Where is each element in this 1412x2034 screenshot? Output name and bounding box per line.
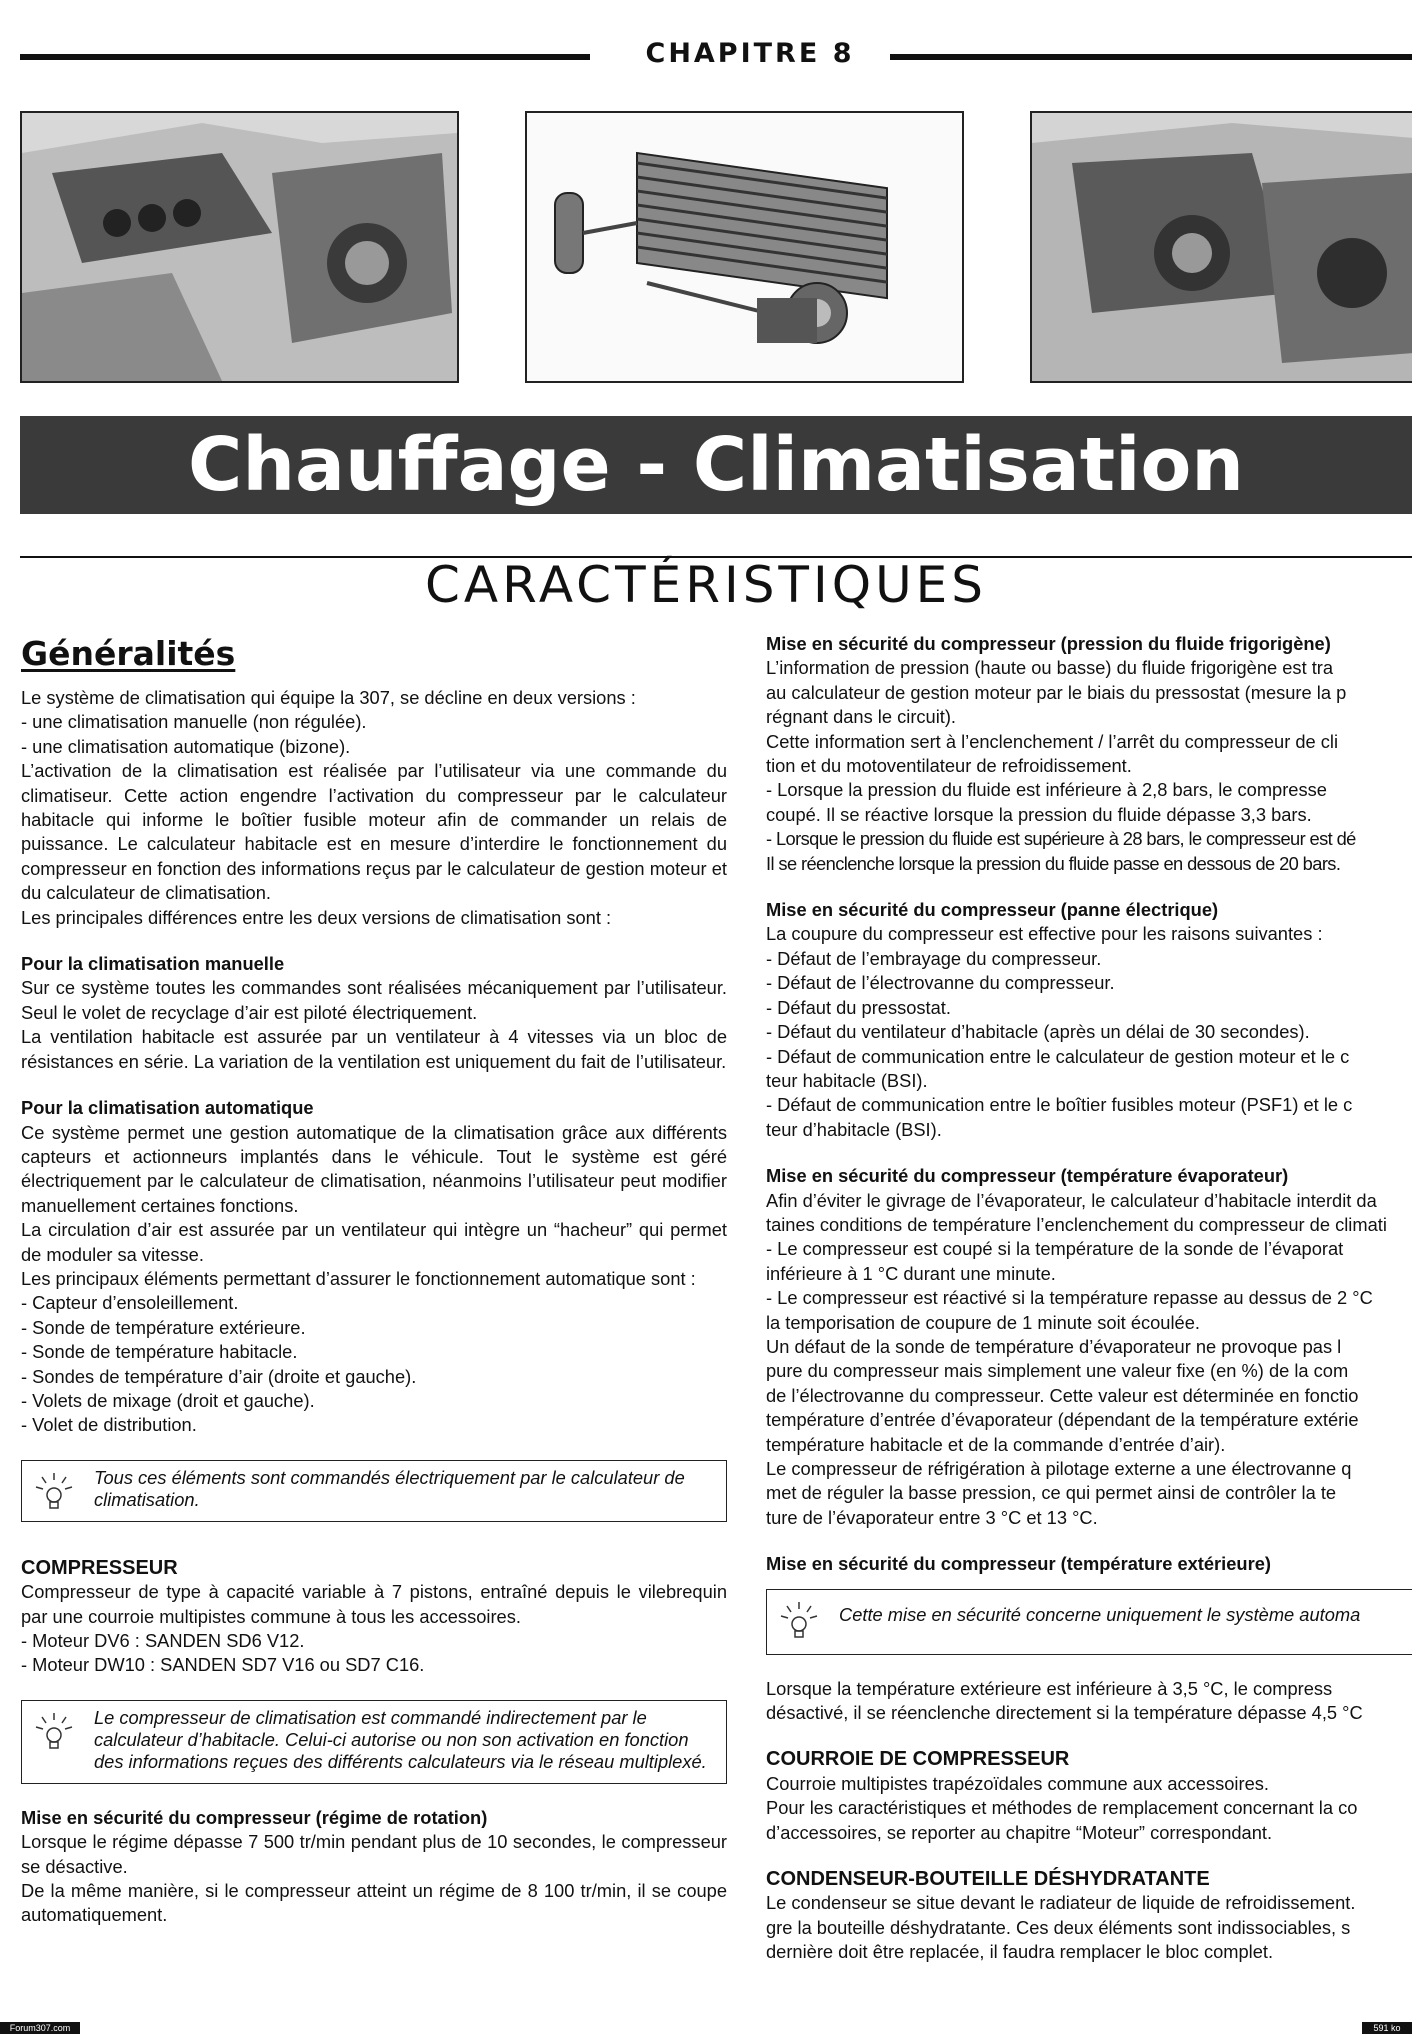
compressor-title: COMPRESSEUR [21, 1556, 178, 1579]
pressure-line: tion et du motoventilateur de refroidissement. [766, 755, 1132, 777]
title-banner [20, 416, 1412, 514]
evaporator-line: Afin d’éviter le givrage de l’évaporateur, le calculateur d’habitacle interdit da [766, 1189, 1377, 1211]
rotation-paragraph: De la même manière, si le compresseur atteint un régime de 8 100 tr/min, il se coupe automatiquement. [21, 1880, 727, 1926]
lightbulb-icon [32, 1711, 76, 1755]
evaporator-line: ture de l’évaporateur entre 3 °C et 13 °C. [766, 1506, 1098, 1528]
chapter-title: CHAPITRE 8 [645, 38, 855, 69]
note-text: Cette mise en sécurité concerne uniquement le système automa [839, 1603, 1361, 1625]
intro-paragraph: L’activation de la climatisation est réalisée par l’utilisateur via une commande du climatiseur. Cette action engendre l’activation du compresseur par le calculateur habitacle qui informe le boîtier fusible moteur afin de commander un relais de puissance. Le calculateur habitacle est en mesure d’interdire le fonctionnement du compresseur en fonction des informations reçus par le calculateur de gestion moteur et du calculateur de climatisation. [21, 760, 727, 904]
footer-size-label: 591 ko [1362, 2022, 1412, 2034]
electrical-line: - Défaut de communication entre le calculateur de gestion moteur et le c [766, 1045, 1350, 1067]
pressure-line: régnant dans le circuit). [766, 706, 957, 728]
evaporator-line: Un défaut de la sonde de température d’évaporateur ne provoque pas l [766, 1335, 1342, 1357]
evaporator-line: inférieure à 1 °C durant une minute. [766, 1262, 1056, 1284]
pressure-line: - Lorsque la pression du fluide est inférieure à 2,8 bars, le compresse [766, 779, 1327, 801]
belt-line: Courroie multipistes trapézoïdales commune aux accessoires. [766, 1772, 1269, 1794]
manual-paragraph: La ventilation habitacle est assurée par un ventilateur à 4 vitesses via un bloc de résistances en série. La variation de la ventilation est uniquement du fait de l’utilisateur. [21, 1026, 727, 1072]
pressure-line: - Lorsque le pression du fluide est supérieure à 28 bars, le compresseur est dé [766, 828, 1356, 850]
intro-line: - une climatisation manuelle (non régulée). [21, 711, 367, 733]
heading-generalites: Généralités [21, 634, 236, 673]
electrical-line: teur d’habitacle (BSI). [766, 1118, 942, 1140]
belt-line: d’accessoires, se reporter au chapitre “Moteur” correspondant. [766, 1821, 1273, 1843]
header-rule-right [890, 54, 1412, 60]
rotation-title: Mise en sécurité du compresseur (régime de rotation) [21, 1806, 488, 1828]
electrical-line: - Défaut de l’électrovanne du compresseur. [766, 972, 1115, 994]
evaporator-line: met de réguler la basse pression, ce qui permet ainsi de contrôler la te [766, 1482, 1337, 1504]
evaporator-line: taines conditions de température l’enclenchement du compresseur de climati [766, 1213, 1387, 1235]
left-column [21, 634, 727, 1928]
section-title: CARACTÉRISTIQUES [425, 556, 987, 614]
auto-list-item: - Volets de mixage (droit et gauche). [21, 1389, 315, 1411]
auto-paragraph: Ce système permet une gestion automatique de la climatisation grâce aux différents capteurs et actionneurs implantés dans le véhicule. Tout le système est géré électriquement par le calculateur de climatisation, néanmoins l’utilisateur peut modifier manuellement certaines fonctions. [21, 1121, 727, 1216]
compressor-paragraph: Compresseur de type à capacité variable à 7 pistons, entraîné depuis le vilebrequin par une courroie multipistes commune à tous les accessoires. [21, 1581, 727, 1627]
pressure-line: L’information de pression (haute ou basse) du fluide frigorigène est tra [766, 657, 1334, 679]
pressure-line: coupé. Il se réactive lorsque la pression du fluide dépasse 3,3 bars. [766, 803, 1312, 825]
manual-paragraph: Sur ce système toutes les commandes sont réalisées mécaniquement par l’utilisateur. Seul le volet de recyclage d’air est piloté électriquement. [21, 977, 727, 1023]
note-text: Tous ces éléments sont commandés électriquement par le calculateur de climatisation. [94, 1466, 685, 1510]
evaporator-line: - Le compresseur est coupé si la température de la sonde de l’évaporat [766, 1238, 1344, 1260]
photo-dashboard-right [1030, 111, 1412, 383]
auto-list-item: - Sonde de température habitacle. [21, 1341, 298, 1363]
condenser-line: gre la bouteille déshydratante. Ces deux éléments sont indissociables, s [766, 1916, 1351, 1938]
pressure-line: au calculateur de gestion moteur par le biais du pressostat (mesure la p [766, 681, 1347, 703]
header-rule-left [20, 54, 590, 60]
photo-condenser [525, 111, 964, 383]
intro-line: Les principales différences entre les deux versions de climatisation sont : [21, 906, 612, 928]
condenser-line: dernière doit être replacée, il faudra remplacer le bloc complet. [766, 1941, 1274, 1963]
pressure-title: Mise en sécurité du compresseur (pression du fluide frigorigène) [766, 633, 1331, 654]
electrical-line: teur habitacle (BSI). [766, 1069, 928, 1091]
banner-title: Chauffage - Climatisation [188, 422, 1244, 508]
compressor-list-item: - Moteur DW10 : SANDEN SD7 V16 ou SD7 C16. [21, 1654, 425, 1676]
lightbulb-icon [32, 1471, 76, 1515]
evaporator-line: - Le compresseur est réactivé si la température repasse au dessus de 2 °C [766, 1287, 1373, 1309]
auto-paragraph: Les principaux éléments permettant d’assurer le fonctionnement automatique sont : [21, 1267, 696, 1289]
condenser-line: Le condenseur se situe devant le radiateur de liquide de refroidissement. [766, 1892, 1356, 1914]
auto-list-item: - Sonde de température extérieure. [21, 1316, 306, 1338]
note-box [21, 1700, 727, 1784]
electrical-line: La coupure du compresseur est effective pour les raisons suivantes : [766, 923, 1323, 945]
exterior-line: Lorsque la température extérieure est inférieure à 3,5 °C, le compress [766, 1677, 1333, 1699]
footer-source-label: Forum307.com [0, 2022, 80, 2034]
manual-title: Pour la climatisation manuelle [21, 953, 285, 975]
electrical-line: - Défaut du ventilateur d’habitacle (après un délai de 30 secondes). [766, 1021, 1310, 1043]
exterior-title: Mise en sécurité du compresseur (température extérieure) [766, 1553, 1271, 1575]
evaporator-line: Le compresseur de réfrigération à pilotage externe a une électrovanne q [766, 1458, 1352, 1479]
evaporator-line: de l’électrovanne du compresseur. Cette valeur est déterminée en fonctio [766, 1384, 1359, 1406]
note-box [21, 1460, 727, 1522]
evaporator-title: Mise en sécurité du compresseur (température évaporateur) [766, 1165, 1289, 1187]
electrical-line: - Défaut du pressostat. [766, 996, 951, 1018]
auto-list-item: - Volet de distribution. [21, 1414, 197, 1436]
condenser-title: CONDENSEUR-BOUTEILLE DÉSHYDRATANTE [766, 1868, 1210, 1891]
auto-list-item: - Sondes de température d’air (droite et gauche). [21, 1365, 417, 1387]
auto-list-item: - Capteur d’ensoleillement. [21, 1292, 239, 1314]
compressor-list-item: - Moteur DV6 : SANDEN SD6 V12. [21, 1630, 305, 1651]
belt-title: COURROIE DE COMPRESSEUR [766, 1748, 1070, 1771]
auto-title: Pour la climatisation automatique [21, 1097, 314, 1119]
intro-line: - une climatisation automatique (bizone). [21, 735, 351, 757]
electrical-title: Mise en sécurité du compresseur (panne électrique) [766, 899, 1219, 921]
exterior-line: désactivé, il se réenclenche directement si la température dépasse 4,5 °C [766, 1702, 1363, 1724]
electrical-line: - Défaut de communication entre le boîtier fusibles moteur (PSF1) et le c [766, 1094, 1353, 1116]
lightbulb-icon [777, 1600, 821, 1644]
evaporator-line: température habitacle et de la commande d’entrée d’air). [766, 1433, 1226, 1455]
pressure-line: Cette information sert à l’enclenchement / l’arrêt du compresseur de cli [766, 730, 1339, 752]
rotation-paragraph: Lorsque le régime dépasse 7 500 tr/min pendant plus de 10 secondes, le compresseur se désactive. [21, 1831, 727, 1877]
pressure-line: Il se réenclenche lorsque la pression du fluide passe en dessous de 20 bars. [766, 852, 1341, 874]
auto-paragraph: La circulation d’air est assurée par un ventilateur qui intègre un “hacheur” qui permet de moduler sa vitesse. [21, 1219, 727, 1265]
evaporator-line: pure du compresseur mais simplement une valeur fixe (en %) de la com [766, 1360, 1349, 1382]
evaporator-line: température d’entrée d’évaporateur (dépendant de la température extérie [766, 1409, 1359, 1431]
evaporator-line: la temporisation de coupure de 1 minute soit écoulée. [766, 1311, 1200, 1333]
note-box [766, 1589, 1412, 1655]
belt-line: Pour les caractéristiques et méthodes de remplacement concernant la co [766, 1797, 1358, 1819]
electrical-line: - Défaut de l’embrayage du compresseur. [766, 947, 1102, 969]
intro-line: Le système de climatisation qui équipe la 307, se décline en deux versions : [21, 687, 636, 708]
note-text: Le compresseur de climatisation est commandé indirectement par le calculateur d’habitacle. Celui-ci autorise ou non son activation en fonction des informations reçues des différents calculateurs via le réseau multiplexé. [94, 1706, 707, 1772]
photo-dashboard-left [20, 111, 459, 383]
right-column [766, 632, 1412, 1965]
